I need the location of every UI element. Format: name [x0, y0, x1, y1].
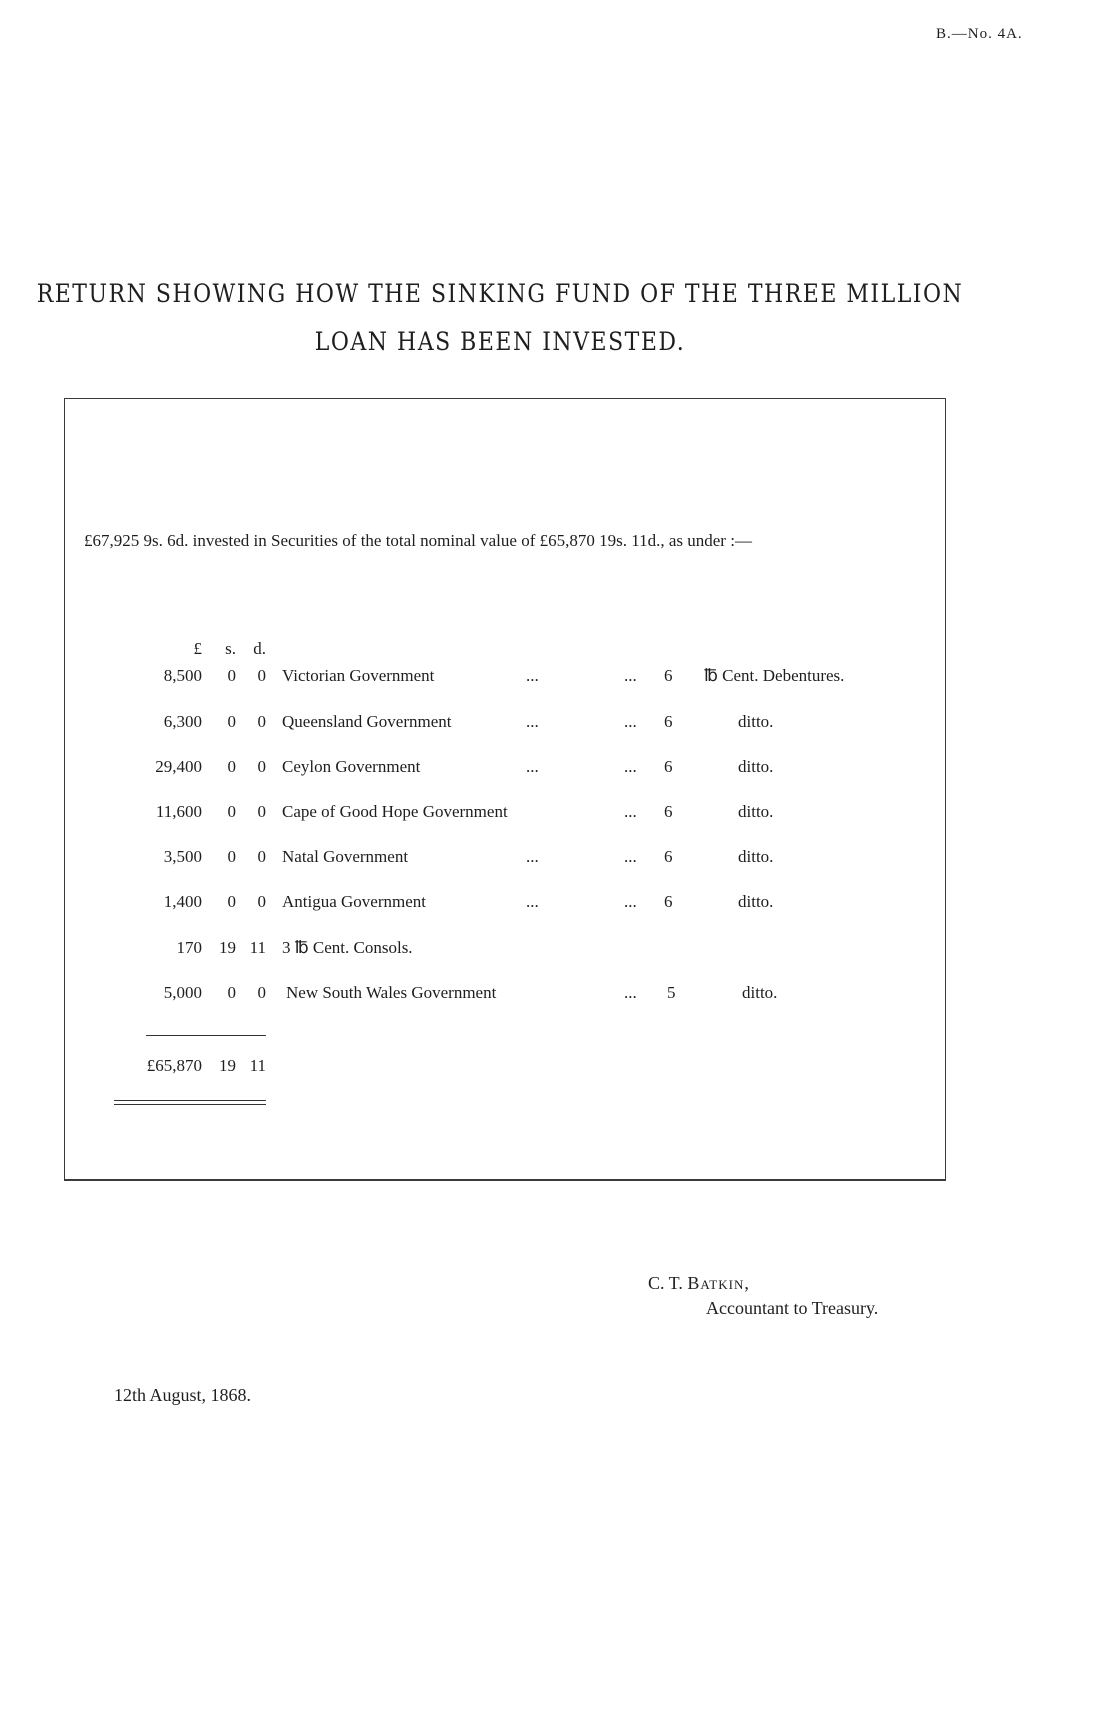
row-leader-dots: ...	[526, 847, 539, 866]
row-pounds: 170	[176, 938, 202, 957]
signatory-title: Accountant to Treasury.	[706, 1298, 879, 1318]
row-rate: 6	[664, 892, 673, 911]
row-security-name: Victorian Government	[282, 666, 435, 685]
document-date: 12th August, 1868.	[114, 1385, 252, 1405]
signatory-initials: C. T.	[648, 1273, 688, 1293]
row-shillings: 0	[227, 983, 236, 1002]
row-leader-dots: ...	[624, 802, 637, 821]
row-description: ditto.	[738, 892, 774, 911]
row-description: ditto.	[738, 847, 774, 866]
row-pence: 0	[257, 666, 266, 685]
title-line-2: LOAN HAS BEEN INVESTED.	[314, 328, 686, 357]
row-leader-dots: ...	[624, 847, 637, 866]
row-pounds: 6,300	[163, 712, 202, 731]
row-pounds: 5,000	[163, 983, 202, 1002]
row-leader-dots: ...	[624, 757, 637, 776]
row-pence: 0	[257, 712, 266, 731]
row-leader-dots: ...	[526, 666, 539, 685]
row-pence: 0	[257, 983, 266, 1002]
intro-statement: £67,925 9s. 6d. invested in Securities of the total nominal value of £65,870 19s. 11d., as under :—	[84, 531, 752, 550]
total-pence: 11	[249, 1056, 266, 1075]
row-shillings: 0	[227, 847, 236, 866]
row-rate: 6	[664, 666, 673, 685]
signatory-name	[648, 1273, 750, 1294]
row-leader-dots: ...	[526, 712, 539, 731]
row-shillings: 19	[219, 938, 236, 957]
signatory-surname: Batkin,	[687, 1273, 750, 1293]
header-shillings: s.	[225, 639, 236, 658]
row-description: ℔ Cent. Debentures.	[704, 666, 845, 685]
row-pence: 11	[249, 938, 266, 957]
row-leader-dots: ...	[624, 983, 637, 1002]
title-line-1: RETURN SHOWING HOW THE SINKING FUND OF THE THREE MILLION	[36, 280, 964, 309]
total-double-rule	[114, 1100, 266, 1101]
row-pence: 0	[257, 847, 266, 866]
row-pence: 0	[257, 892, 266, 911]
row-shillings: 0	[227, 666, 236, 685]
row-rate: 6	[664, 802, 673, 821]
header-pounds: £	[193, 639, 202, 658]
sum-rule	[146, 1035, 266, 1036]
row-leader-dots: ...	[624, 892, 637, 911]
row-leader-dots: ...	[624, 666, 637, 685]
row-security-name: Queensland Government	[282, 712, 452, 731]
row-description: ditto.	[738, 712, 774, 731]
row-pence: 0	[257, 802, 266, 821]
row-security-name: Antigua Government	[282, 892, 426, 911]
row-leader-dots: ...	[526, 892, 539, 911]
row-rate: 6	[664, 712, 673, 731]
row-security-name: Ceylon Government	[282, 757, 421, 776]
row-pounds: 11,600	[155, 802, 202, 821]
total-pounds: £65,870	[146, 1056, 202, 1075]
row-security-name: 3 ℔ Cent. Consols.	[282, 938, 413, 957]
row-leader-dots: ...	[526, 757, 539, 776]
row-shillings: 0	[227, 892, 236, 911]
row-shillings: 0	[227, 712, 236, 731]
row-pounds: 1,400	[163, 892, 202, 911]
row-security-name: Cape of Good Hope Government	[282, 802, 508, 821]
row-pence: 0	[257, 757, 266, 776]
row-leader-dots: ...	[624, 712, 637, 731]
total-double-rule	[114, 1104, 266, 1105]
row-rate: 6	[664, 757, 673, 776]
row-security-name: New South Wales Government	[286, 983, 497, 1002]
row-security-name: Natal Government	[282, 847, 409, 866]
header-pence: d.	[253, 639, 266, 658]
row-rate: 6	[664, 847, 673, 866]
row-pounds: 3,500	[163, 847, 202, 866]
row-description: ditto.	[738, 802, 774, 821]
row-shillings: 0	[227, 757, 236, 776]
total-shillings: 19	[219, 1056, 236, 1075]
row-pounds: 8,500	[163, 666, 202, 685]
page-reference: B.—No. 4A.	[936, 26, 1023, 42]
row-rate: 5	[667, 983, 676, 1002]
row-pounds: 29,400	[155, 757, 202, 776]
row-shillings: 0	[227, 802, 236, 821]
row-description: ditto.	[742, 983, 778, 1002]
row-description: ditto.	[738, 757, 774, 776]
